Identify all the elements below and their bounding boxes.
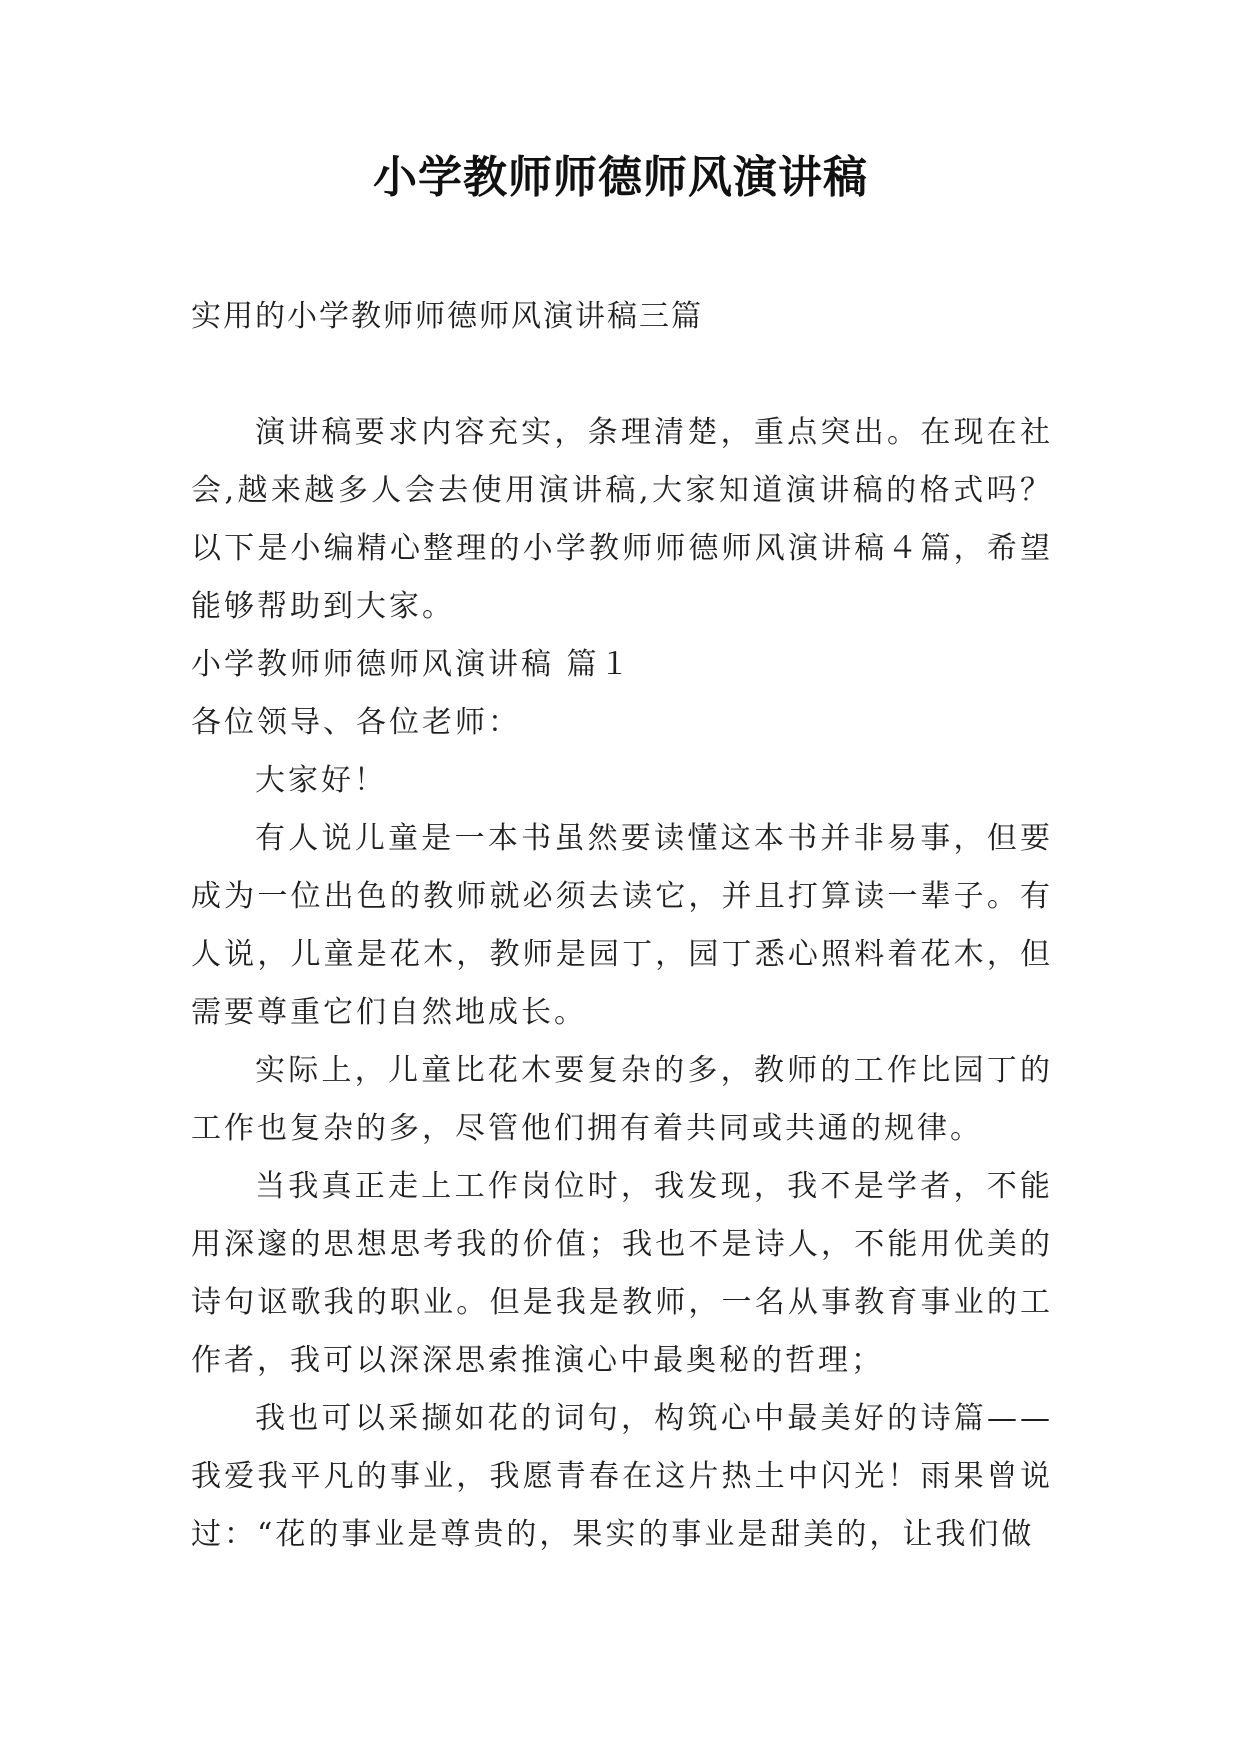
paragraph-intro: 演讲稿要求内容充实，条理清楚，重点突出。在现在社会,越来越多人会去使用演讲稿,大家知道演讲稿的格式吗？以下是小编精心整理的小学教师师德师风演讲稿４篇，希望能够帮助到大家。: [191, 415, 1053, 624]
paragraph: 有人说儿童是一本书虽然要读懂这本书并非易事，但要成为一位出色的教师就必须去读它，并且打算读一辈子。有人说，儿童是花木，教师是园丁，园丁悉心照料着花木，但需要尊重它们自然地成长。: [191, 821, 1053, 1030]
salutation: 各位领导、各位老师：: [191, 705, 521, 740]
greeting: 大家好！: [255, 763, 387, 798]
document-content: [191, 404, 1053, 1564]
paragraph: 我也可以采撷如花的词句，构筑心中最美好的诗篇——我爱我平凡的事业，我愿青春在这片热土中闪光！雨果曾说过：“花的事业是尊贵的，果实的事业是甜美的，让我们做: [191, 1401, 1053, 1552]
paragraph: 实际上，儿童比花木要复杂的多，教师的工作比园丁的工作也复杂的多，尽管他们拥有着共同或共通的规律。: [191, 1053, 1053, 1146]
document-subtitle: 实用的小学教师师德师风演讲稿三篇: [191, 299, 703, 334]
document-title: 小学教师师德师风演讲稿: [373, 152, 868, 203]
section-heading: 小学教师师德师风演讲稿 篇１: [191, 647, 633, 682]
paragraph: 当我真正走上工作岗位时，我发现，我不是学者，不能用深邃的思想思考我的价值；我也不是诗人，不能用优美的诗句讴歌我的职业。但是我是教师，一名从事教育事业的工作者，我可以深深思索推演心中最奥秘的哲理；: [191, 1169, 1053, 1378]
